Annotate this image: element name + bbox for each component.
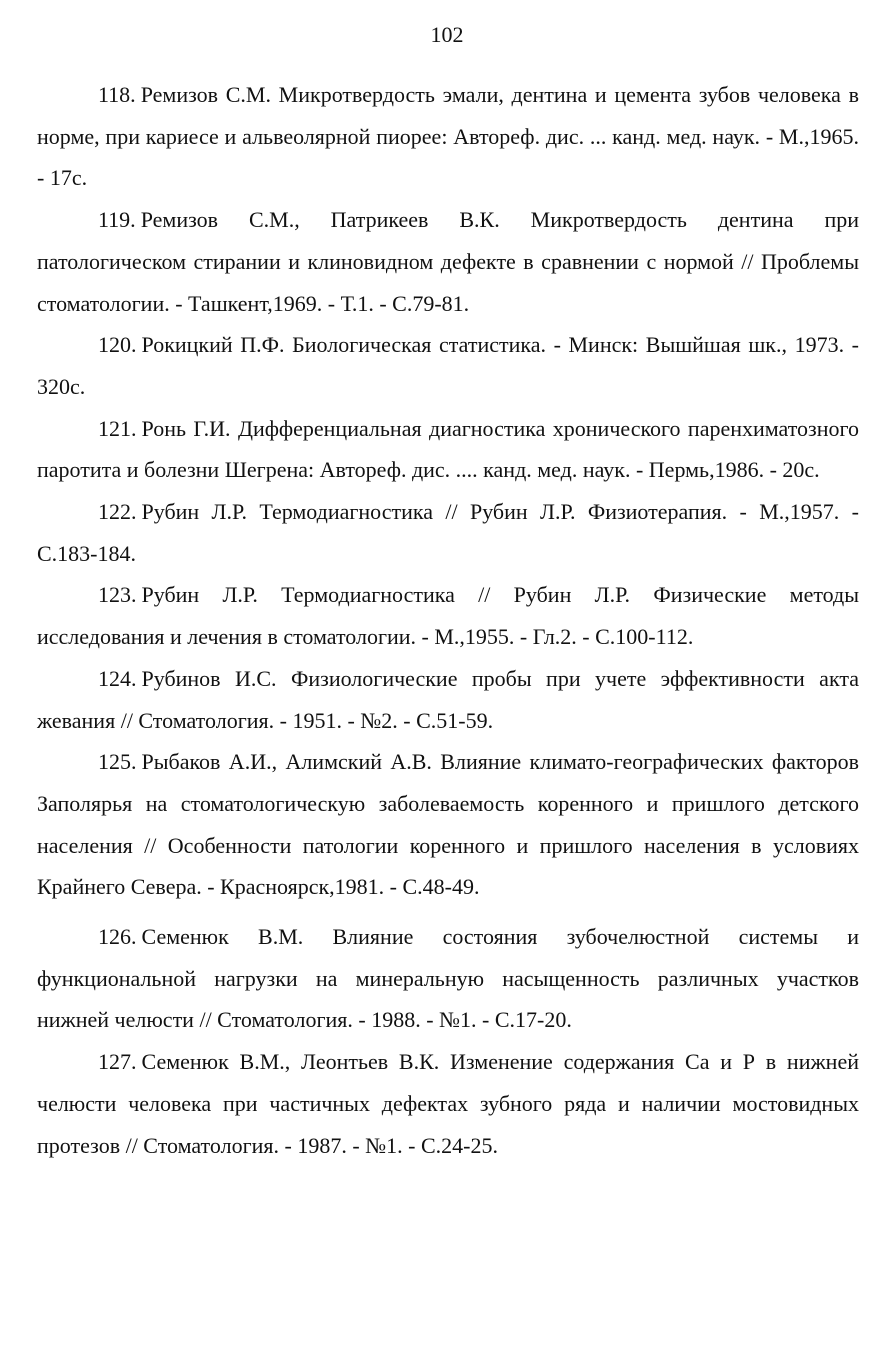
reference-item-118 [37,74,859,199]
reference-item-123 [37,574,859,657]
reference-number: 125. [98,749,137,775]
reference-item-124 [37,658,859,741]
reference-text: Ремизов С.М., Патрикеев В.К. Микротвердость дентина при патологическом стирании и клиновидном дефекте в сравнении с нормой // Проблемы стоматологии. - Ташкент,1969. - Т.1. - С.79-81. [37,207,859,316]
reference-text: Рубин Л.Р. Термодиагностика // Рубин Л.Р. Физические методы исследования и лечения в стоматологии. - М.,1955. - Гл.2. - С.100-112. [37,582,859,650]
reference-text: Семенюк В.М., Леонтьев В.К. Изменение содержания Са и Р в нижней челюсти человека при частичных дефектах зубного ряда и наличии мостовидных протезов // Стоматология. - 1987. - №1. - С.24-25. [37,1049,859,1158]
reference-number: 126. [98,924,137,950]
reference-number: 122. [98,499,137,525]
reference-item-121 [37,408,859,491]
reference-item-125 [37,741,859,908]
reference-text: Рубинов И.С. Физиологические пробы при учете эффективности акта жевания // Стоматология. - 1951. - №2. - С.51-59. [37,665,859,733]
reference-item-122 [37,491,859,574]
reference-number: 118. [98,82,136,107]
reference-number: 121. [98,415,137,441]
reference-item-127 [37,1041,859,1166]
reference-number: 127. [98,1049,137,1075]
reference-text: Ронь Г.И. Дифференциальная диагностика хронического паренхиматозного паротита и болезни Шегрена: Автореф. дис. .... канд. мед. наук. - Пермь,1986. - 20с. [37,415,859,483]
page-number: 102 [430,22,464,47]
reference-number: 119. [98,207,136,233]
reference-item-120 [37,324,859,407]
reference-number: 120. [98,332,137,358]
reference-item-126 [37,916,859,1041]
reference-list [37,74,859,1166]
reference-item-119 [37,199,859,324]
reference-text: Ремизов С.М. Микротвердость эмали, дентина и цемента зубов человека в норме, при кариесе и альвеолярной пиорее: Автореф. дис. ... канд. мед. наук. - М.,1965. - 17с. [37,82,859,191]
reference-number: 123. [98,582,137,608]
reference-text: Семенюк В.М. Влияние состояния зубочелюстной системы и функциональной нагрузки на минеральную насыщенность различных участков нижней челюсти // Стоматология. - 1988. - №1. - С.17-20. [37,924,859,1033]
reference-text: Рубин Л.Р. Термодиагностика // Рубин Л.Р. Физиотерапия. - М.,1957. - С.183-184. [37,499,859,566]
reference-text: Рокицкий П.Ф. Биологическая статистика. - Минск: Вышйшая шк., 1973. - 320с. [37,332,859,399]
reference-text: Рыбаков А.И., Алимский А.В. Влияние климато-географических факторов Заполярья на стоматологическую заболеваемость коренного и пришлого детского населения // Особенности патологии коренного и пришлого населения в условиях Крайнего Севера. - Красноярск,1981. - С.48-49. [37,749,859,900]
reference-number: 124. [98,665,137,691]
